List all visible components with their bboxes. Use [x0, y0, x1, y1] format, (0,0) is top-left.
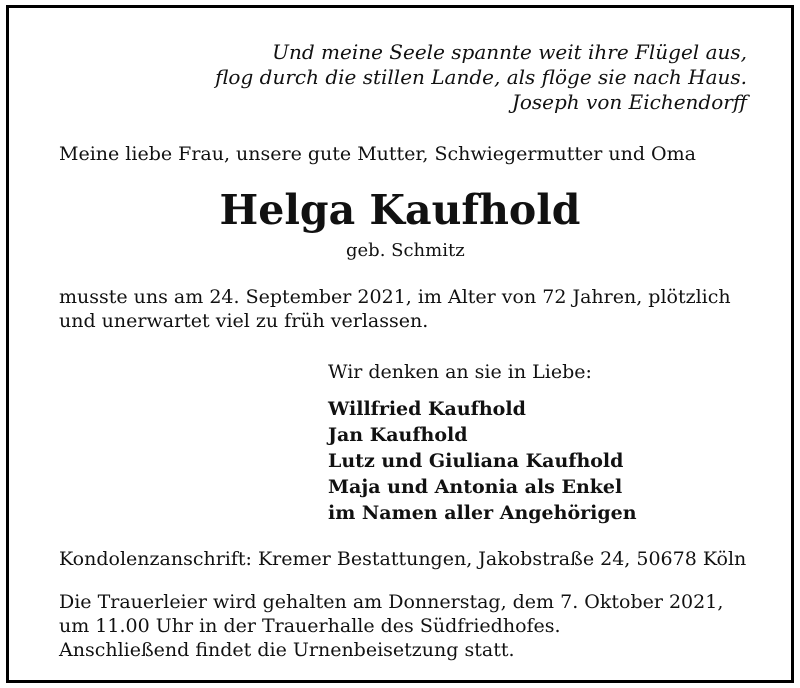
poem-line: Und meine Seele spannte weit ihre Flügel aus, [272, 40, 747, 64]
service-info [59, 590, 723, 662]
service-line: um 11.00 Uhr in der Trauerhalle des Südfriedhofes. [59, 615, 561, 637]
intro-text: Meine liebe Frau, unsere gute Mutter, Schwiegermutter und Oma [59, 143, 696, 165]
deceased-name: Helga Kaufhold [219, 186, 581, 234]
mourner-name: Willfried Kaufhold [328, 398, 526, 420]
birth-name: geb. Schmitz [346, 240, 465, 261]
poem-line: flog durch die stillen Lande, als flöge sie nach Haus. [215, 65, 747, 89]
death-notice-line: musste uns am 24. September 2021, im Alter von 72 Jahren, plötzlich [59, 286, 731, 308]
mourners-list [328, 396, 637, 526]
poem-quote [215, 40, 747, 115]
mourners-heading: Wir denken an sie in Liebe: [328, 361, 592, 383]
poem-author: Joseph von Eichendorff [511, 90, 747, 114]
condolence-address: Kondolenzanschrift: Kremer Bestattungen, Jakobstraße 24, 50678 Köln [59, 548, 747, 570]
service-line: Die Trauerleier wird gehalten am Donnerstag, dem 7. Oktober 2021, [59, 591, 724, 613]
death-notice-line: und unerwartet viel zu früh verlassen. [59, 310, 429, 332]
mourner-name: Jan Kaufhold [328, 424, 468, 446]
obituary-frame [6, 5, 794, 683]
mourner-name: Lutz und Giuliana Kaufhold [328, 450, 624, 472]
service-line: Anschließend findet die Urnenbeisetzung statt. [59, 639, 515, 661]
mourner-name: im Namen aller Angehörigen [328, 502, 637, 524]
death-notice [59, 285, 731, 333]
mourner-name: Maja und Antonia als Enkel [328, 476, 623, 498]
